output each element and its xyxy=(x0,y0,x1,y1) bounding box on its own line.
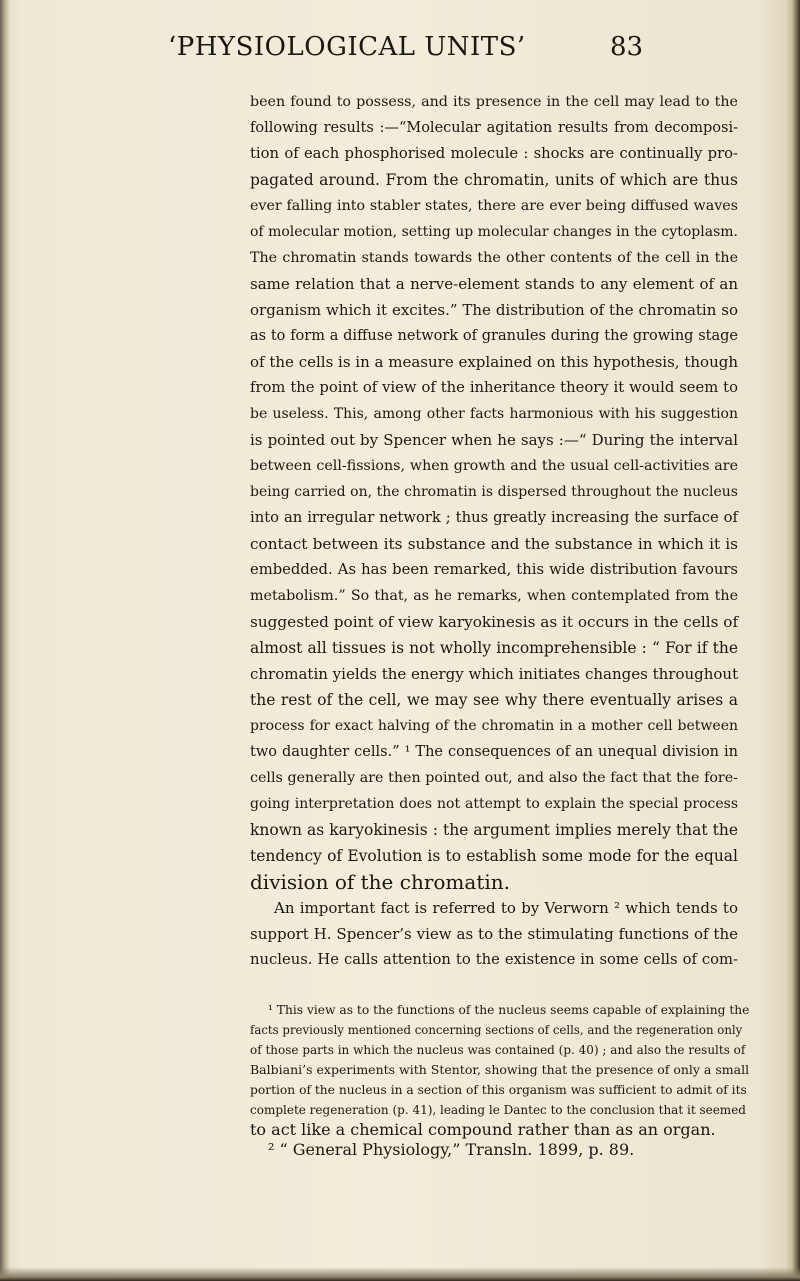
body-line: organism which it excites.” The distribution of the chromatin so xyxy=(250,301,738,319)
body-line: almost all tissues is not wholly incomprehensible : “ For if the xyxy=(250,639,738,657)
body-line: metabolism.” So that, as he remarks, when contemplated from the xyxy=(250,588,738,604)
body-line: from the point of view of the inheritance theory it would seem to xyxy=(250,379,738,396)
body-line: cells generally are then pointed out, and also the fact that the fore- xyxy=(250,770,738,786)
body-line: chromatin yields the energy which initiates changes throughout xyxy=(250,665,739,683)
body-line: following results :—“Molecular agitation results from decomposi- xyxy=(250,120,738,136)
body-line: into an irregular network ; thus greatly increasing the surface of xyxy=(250,509,738,526)
body-line: been found to possess, and its presence in the cell may lead to the xyxy=(250,94,738,110)
body-line: tion of each phosphorised molecule : shocks are continually pro- xyxy=(250,145,738,162)
body-line: nucleus. He calls attention to the existence in some cells of com- xyxy=(250,951,738,968)
body-line: between cell-fissions, when growth and the usual cell-activities are xyxy=(250,458,738,474)
body-line: of molecular motion, setting up molecular changes in the cytoplasm. xyxy=(250,224,738,240)
body-line: same relation that a nerve-element stands to any element of an xyxy=(250,275,738,293)
body-line: going interpretation does not attempt to explain the special process xyxy=(250,796,738,812)
body-line: process for exact halving of the chromatin in a mother cell between xyxy=(250,718,738,734)
footnote-line: ² “ General Physiology,” Transln. 1899, p. 89. xyxy=(268,1140,635,1159)
body-line: ever falling into stabler states, there are ever being diffused waves xyxy=(250,198,738,214)
body-line: support H. Spencer’s view as to the stimulating functions of the xyxy=(250,925,738,943)
footnote-line: Balbiani’s experiments with Stentor, showing that the presence of only a small xyxy=(250,1062,750,1077)
page-right-edge xyxy=(786,0,800,1281)
body-line: suggested point of view karyokinesis as it occurs in the cells of xyxy=(250,613,739,631)
body-line: is pointed out by Spencer when he says :—“ During the interval xyxy=(250,431,738,449)
body-line: tendency of Evolution is to establish some mode for the equal xyxy=(250,847,738,865)
body-line: division of the chromatin. xyxy=(250,870,510,894)
page-left-edge xyxy=(0,0,10,1281)
body-line: pagated around. From the chromatin, units of which are thus xyxy=(250,171,738,189)
body-line: contact between its substance and the substance in which it is xyxy=(250,535,738,553)
page-bottom-edge xyxy=(0,1267,800,1281)
body-text xyxy=(250,89,738,973)
footnotes xyxy=(250,1000,750,1160)
body-line: of the cells is in a measure explained on this hypothesis, though xyxy=(250,353,738,371)
body-line: known as karyokinesis : the argument implies merely that the xyxy=(250,821,738,839)
footnote-line: ¹ This view as to the functions of the nucleus seems capable of explaining the xyxy=(268,1003,750,1017)
body-line: The chromatin stands towards the other contents of the cell in the xyxy=(250,250,738,266)
footnote-line: of those parts in which the nucleus was contained (p. 40) ; and also the results of xyxy=(250,1043,746,1057)
body-line: being carried on, the chromatin is dispersed throughout the nucleus xyxy=(250,484,738,500)
body-line: be useless. This, among other facts harmonious with his suggestion xyxy=(250,406,738,422)
body-line: An important fact is referred to by Verworn ² which tends to xyxy=(274,899,738,917)
footnote-line: portion of the nucleus in a section of this organism was sufficient to admit of its xyxy=(250,1083,747,1097)
body-line: the rest of the cell, we may see why there eventually arises a xyxy=(250,691,738,709)
body-line: embedded. As has been remarked, this wide distribution favours xyxy=(250,561,738,578)
footnote-line: to act like a chemical compound rather than as an organ. xyxy=(250,1120,716,1139)
body-line: two daughter cells.” ¹ The consequences of an unequal division in xyxy=(250,744,738,760)
footnote-line: facts previously mentioned concerning sections of cells, and the regeneration only xyxy=(250,1023,743,1037)
page-number: 83 xyxy=(610,32,644,62)
running-head: ‘PHYSIOLOGICAL UNITS’ xyxy=(168,32,526,62)
page-header xyxy=(0,32,800,72)
footnote-line: complete regeneration (p. 41), leading le Dantec to the conclusion that it seemed xyxy=(250,1103,746,1117)
body-line: as to form a diffuse network of granules during the growing stage xyxy=(250,328,738,344)
